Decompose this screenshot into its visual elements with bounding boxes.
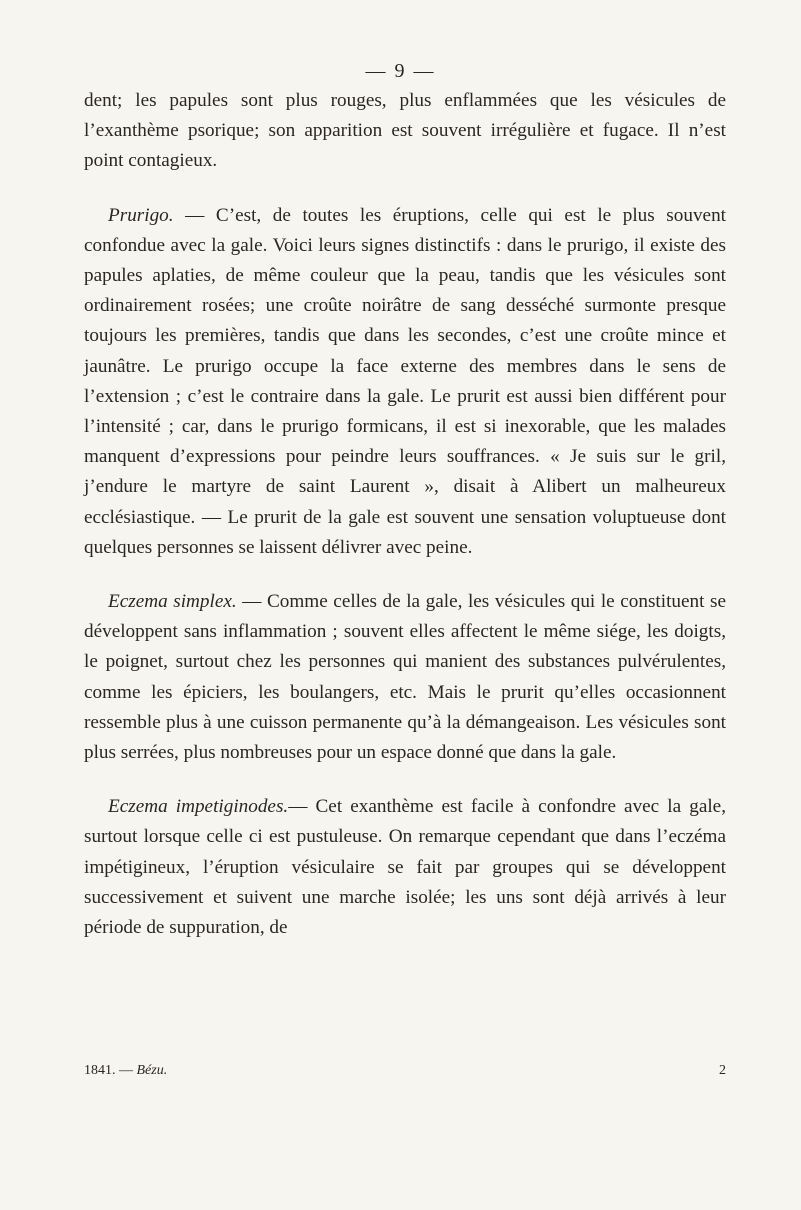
paragraph-body: — Cet exanthème est facile à confondre avec la gale, surtout lorsque celle ci est pustuleuse. On remarque cependant que dans l’eczéma impétigineux, l’éruption vésiculaire se fait par groupes qui se développent successivement et suivent une marche isolée; les uns sont déjà arrivés à leur période de suppuration, de [84, 796, 726, 939]
paragraph-heading: Eczema impetiginodes. [108, 796, 289, 818]
signature-author: Bézu. [136, 1063, 168, 1078]
page-footer [84, 1063, 726, 1079]
paragraph-heading: Prurigo. [108, 204, 174, 226]
paragraph-body: — C’est, de toutes les éruptions, celle qui est le plus souvent confondue avec la gale. Voici leurs signes distinctifs : dans le prurigo, il existe des papules aplaties, de même couleur que la peau, tandis que les vésicules sont ordinairement rosées; une croûte noirâtre de sang desséché surmonte presque toujours les premières, tandis que dans les secondes, c’est une croûte mince et jaunâtre. Le prurigo occupe la face externe des membres dans le sens de l’extension ; c’est le contraire dans la gale. Le prurit est aussi bien différent pour l’intensité ; car, dans le prurigo formicans, il est si inexorable, que les malades manquent d’expressions pour peindre leurs souffrances. « Je suis sur le gril, j’endure le martyre de saint Laurent », disait à Alibert un malheureux ecclésiastique. — Le prurit de la gale est souvent une sensation voluptueuse dont quelques personnes se laissent délivrer avec peine. [84, 204, 726, 558]
body-text [84, 86, 726, 943]
paragraph-heading: Eczema simplex. [108, 591, 237, 613]
paragraph [84, 792, 726, 943]
paragraph-body: — Comme celles de la gale, les vésicules qui le constituent se développent sans inflammation ; souvent elles affectent le même siége, les doigts, le poignet, surtout chez les personnes qui manient des substances pulvérulentes, comme les épiciers, les boulangers, etc. Mais le prurit qu’elles occasionnent ressemble plus à une cuisson permanente qu’à la démangeaison. Les vésicules sont plus serrées, plus nombreuses pour un espace donné que dans la gale. [84, 591, 726, 764]
page-number: — 9 — [365, 60, 436, 82]
signature-mark: 2 [719, 1063, 726, 1078]
paragraph-body: dent; les papules sont plus rouges, plus enflammées que les vésicules de l’exanthème psorique; son apparition est souvent irrégulière et fugace. Il n’est point contagieux. [84, 90, 726, 172]
paragraph [84, 587, 726, 768]
signature-year: 1841. [84, 1063, 116, 1078]
printer-signature: 1841. — Bézu. [84, 1063, 168, 1078]
paragraph [84, 201, 726, 563]
paragraph [84, 86, 726, 177]
